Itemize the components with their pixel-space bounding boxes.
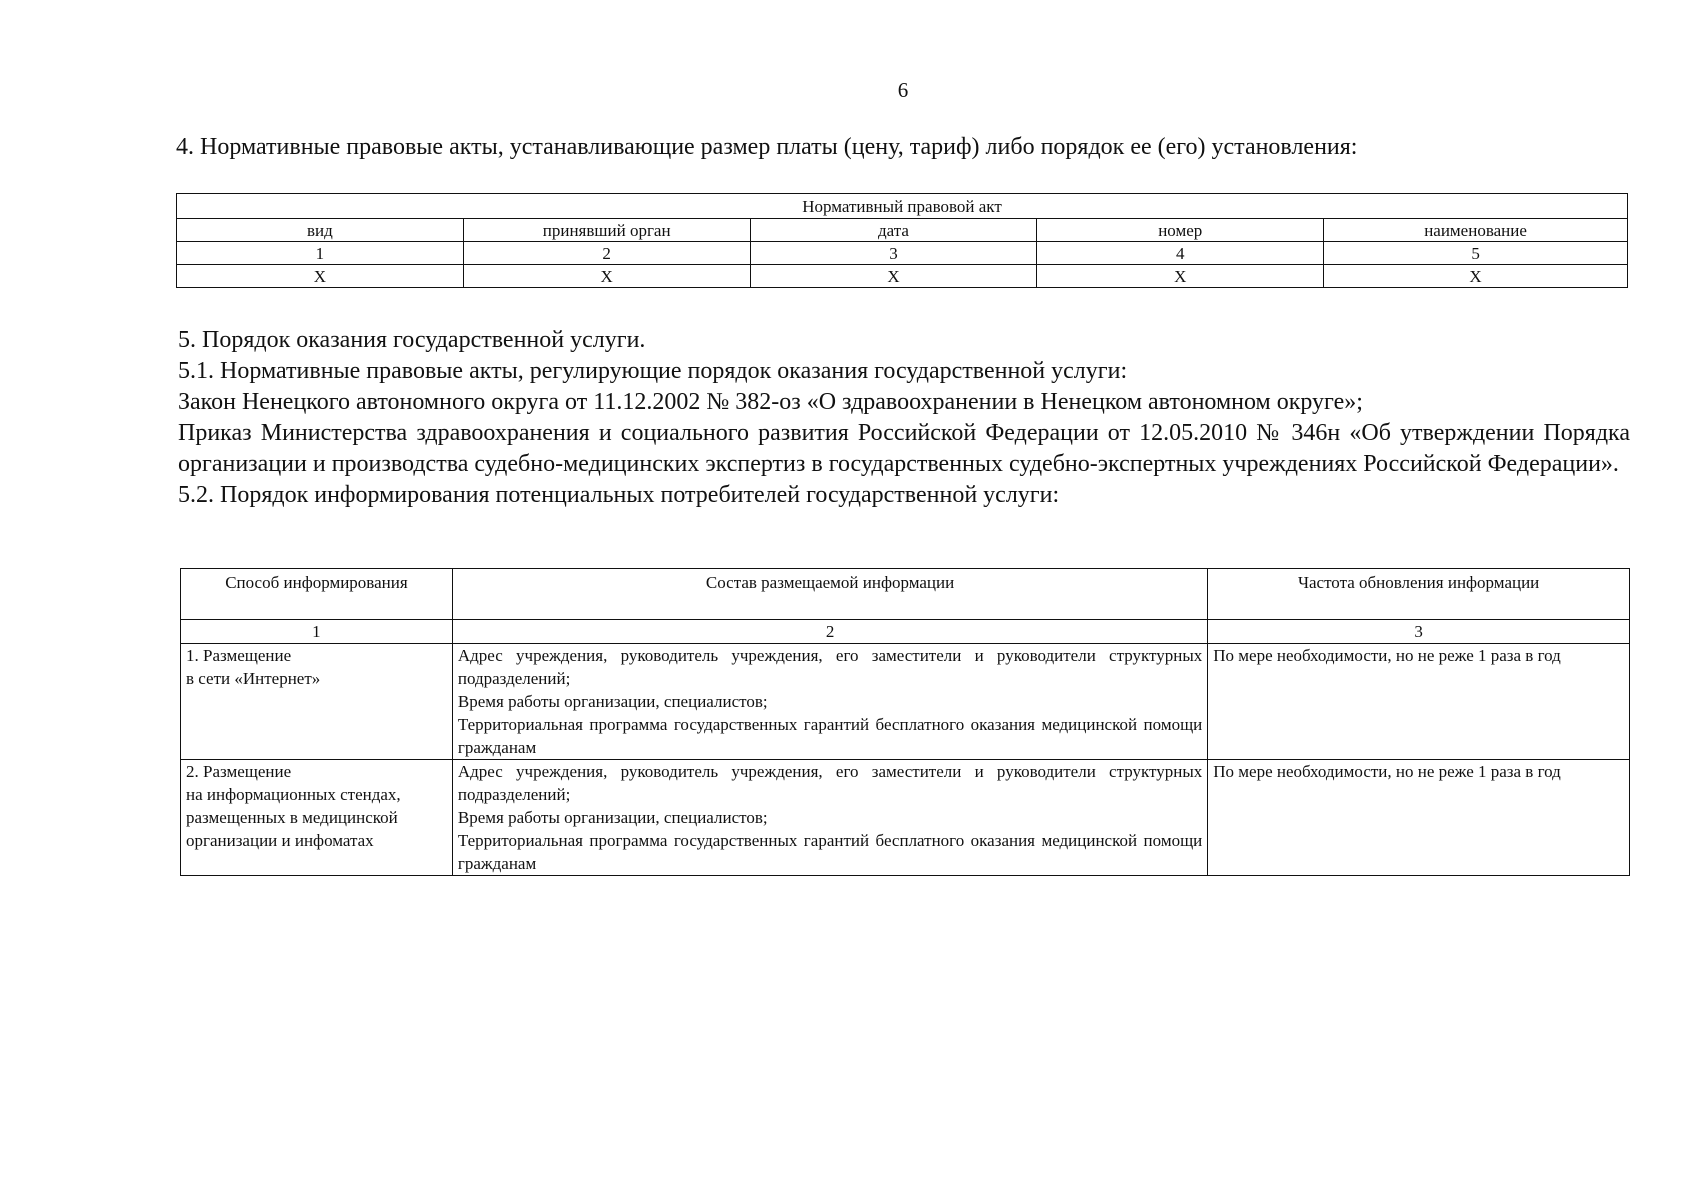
column-header: дата [750,219,1037,242]
frequency-cell: По мере необходимости, но не реже 1 раза в год [1208,644,1630,760]
content-text: Время работы организации, специалистов; [457,692,768,711]
column-header: наименование [1324,219,1628,242]
content-cell [452,760,1207,876]
column-number: 2 [452,620,1207,644]
column-number: 5 [1324,242,1628,265]
law-reference-1: Закон Ненецкого автономного округа от 11.12.2002 № 382-оз «О здравоохранении в Ненецком автономном округе»; [178,389,1363,415]
table-row [177,265,1628,288]
table-cell: Х [463,265,750,288]
table-cell: Х [1037,265,1324,288]
table-header-row [181,569,1630,620]
table-row [181,620,1630,644]
content-text: Время работы организации, специалистов; [457,808,768,827]
table-row [181,760,1630,876]
content-text: Территориальная программа государственных гарантий бесплатного оказания медицинской помощи гражданам [457,831,1203,873]
content-cell [452,644,1207,760]
column-number: 2 [463,242,750,265]
table-row [177,242,1628,265]
table-cell: Х [177,265,464,288]
method-text: размещенных в медицинской [186,808,398,827]
section-4-heading: 4. Нормативные правовые акты, устанавливающие размер платы (цену, тариф) либо порядок ее (его) установления: [176,134,1358,160]
law-reference-2: Приказ Министерства здравоохранения и социального развития Российской Федерации от 12.05.2010 № 346н «Об утверждении Порядка организации и производства судебно-медицинских экспертиз в государственных судебно-экспертных учреждениях Российской Федерации». [178,420,1630,477]
method-text: 1. Размещение [186,646,292,665]
column-header: номер [1037,219,1324,242]
method-text: 2. Размещение [186,762,292,781]
content-text: Территориальная программа государственных гарантий бесплатного оказания медицинской помощи гражданам [457,715,1203,757]
section-5-2-heading: 5.2. Порядок информирования потенциальных потребителей государственной услуги: [178,482,1060,508]
content-text: Адрес учреждения, руководитель учреждения, его заместители и руководители структурных подразделений; [457,646,1203,688]
column-header: Способ информирования [181,569,453,620]
method-text: на информационных стендах, [186,785,401,804]
method-text: в сети «Интернет» [186,669,321,688]
method-text: организации и инфоматах [186,831,374,850]
column-number: 1 [177,242,464,265]
column-header: Состав размещаемой информации [452,569,1207,620]
fee-acts-table [176,193,1628,288]
column-number: 3 [750,242,1037,265]
method-cell [181,644,453,760]
column-header: принявший орган [463,219,750,242]
table-title: Нормативный правовой акт [177,194,1628,219]
frequency-cell: По мере необходимости, но не реже 1 раза в год [1208,760,1630,876]
method-cell [181,760,453,876]
column-number: 3 [1208,620,1630,644]
informing-table [180,568,1630,876]
table-cell: Х [750,265,1037,288]
column-number: 1 [181,620,453,644]
table-row [177,219,1628,242]
section-5-1-heading: 5.1. Нормативные правовые акты, регулирующие порядок оказания государственной услуги: [178,358,1128,384]
page-number: 6 [897,78,909,102]
table-row [181,644,1630,760]
section-5 [178,325,1630,511]
content-text: Адрес учреждения, руководитель учреждения, его заместители и руководители структурных подразделений; [457,762,1203,804]
column-header: вид [177,219,464,242]
column-header: Частота обновления информации [1208,569,1630,620]
section-5-heading: 5. Порядок оказания государственной услуги. [178,327,646,353]
table-cell: Х [1324,265,1628,288]
column-number: 4 [1037,242,1324,265]
